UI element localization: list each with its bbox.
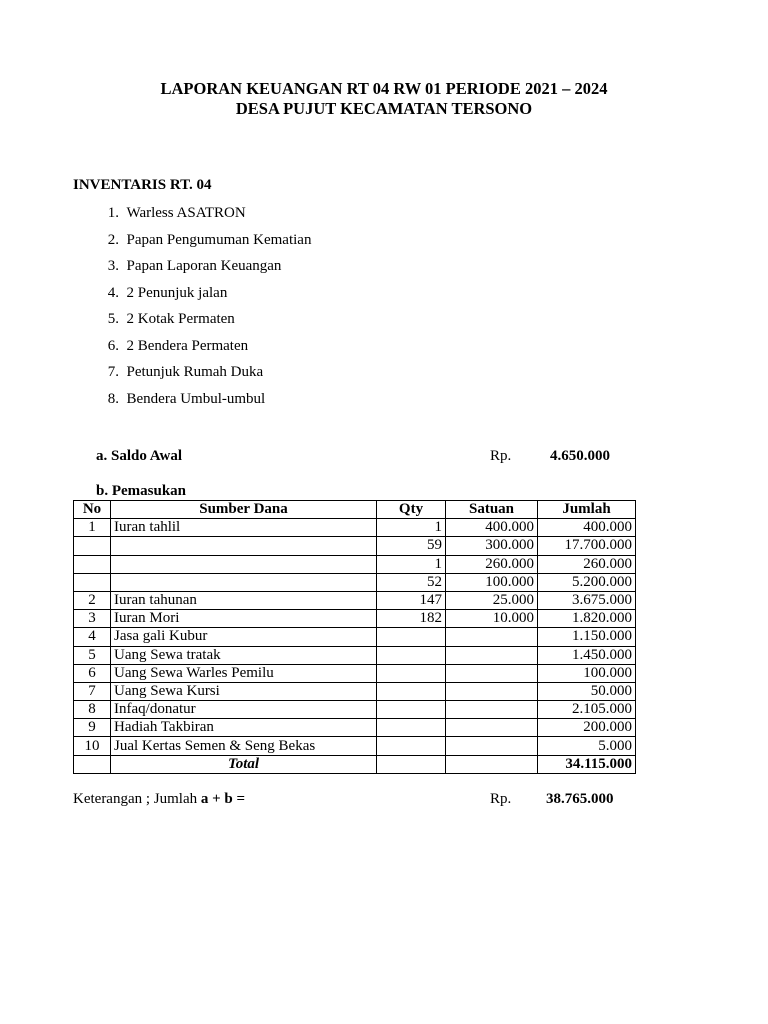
- col-header-source: Sumber Dana: [111, 501, 377, 519]
- row-source: Iuran Mori: [111, 610, 377, 628]
- table-row: [74, 628, 636, 646]
- row-source: [111, 573, 377, 591]
- row-no: 9: [74, 719, 111, 737]
- row-amount: 1.150.000: [538, 628, 636, 646]
- row-source: Jasa gali Kubur: [111, 628, 377, 646]
- row-no: 4: [74, 628, 111, 646]
- table-row: [74, 537, 636, 555]
- row-amount: 2.105.000: [538, 701, 636, 719]
- list-item: 3. Papan Laporan Keuangan: [107, 258, 282, 274]
- row-no: 10: [74, 737, 111, 755]
- saldo-awal-label: a. Saldo Awal: [96, 448, 182, 464]
- saldo-awal-amount: 4.650.000: [550, 448, 610, 464]
- row-qty: [377, 646, 446, 664]
- row-unit: 400.000: [446, 519, 538, 537]
- income-table: [73, 500, 636, 774]
- col-header-amount: Jumlah: [538, 501, 636, 519]
- list-item: 8. Bendera Umbul-umbul: [107, 390, 266, 407]
- row-no: 6: [74, 664, 111, 682]
- row-qty: [377, 719, 446, 737]
- row-unit: [446, 682, 538, 700]
- row-unit: [446, 664, 538, 682]
- total-no-cell: [74, 755, 111, 773]
- row-source: Hadiah Takbiran: [111, 719, 377, 737]
- row-qty: 1: [377, 519, 446, 537]
- row-source: [111, 555, 377, 573]
- total-row: [74, 755, 636, 773]
- row-qty: [377, 737, 446, 755]
- row-unit: 25.000: [446, 591, 538, 609]
- total-qty-cell: [377, 755, 446, 773]
- row-no: 7: [74, 682, 111, 700]
- row-amount: 5.000: [538, 737, 636, 755]
- table-row: [74, 610, 636, 628]
- table-row: [74, 646, 636, 664]
- row-qty: 59: [377, 537, 446, 555]
- row-source: Iuran tahlil: [111, 519, 377, 537]
- row-unit: 10.000: [446, 610, 538, 628]
- col-header-qty: Qty: [377, 501, 446, 519]
- row-unit: [446, 719, 538, 737]
- list-item: 1. Warless ASATRON: [107, 205, 246, 221]
- row-qty: 182: [377, 610, 446, 628]
- total-unit-cell: [446, 755, 538, 773]
- grand-total-amount: 38.765.000: [546, 791, 614, 807]
- list-item: 4. 2 Penunjuk jalan: [107, 284, 228, 301]
- table-row: [74, 737, 636, 755]
- report-title: LAPORAN KEUANGAN RT 04 RW 01 PERIODE 2021 – 2024: [160, 79, 608, 98]
- list-item: 2. Papan Pengumuman Kematian: [107, 231, 312, 248]
- row-no: 2: [74, 591, 111, 609]
- row-qty: [377, 628, 446, 646]
- table-row: [74, 682, 636, 700]
- row-no: [74, 537, 111, 555]
- row-no: 8: [74, 701, 111, 719]
- row-qty: [377, 664, 446, 682]
- table-row: [74, 519, 636, 537]
- row-source: [111, 537, 377, 555]
- row-amount: 1.450.000: [538, 646, 636, 664]
- row-unit: [446, 646, 538, 664]
- row-no: [74, 555, 111, 573]
- row-source: Jual Kertas Semen & Seng Bekas: [111, 737, 377, 755]
- row-amount: 260.000: [538, 555, 636, 573]
- inventory-heading: INVENTARIS RT. 04: [73, 177, 212, 193]
- report-subtitle: DESA PUJUT KECAMATAN TERSONO: [235, 99, 533, 118]
- row-unit: [446, 737, 538, 755]
- row-qty: [377, 701, 446, 719]
- list-item: 7. Petunjuk Rumah Duka: [107, 364, 264, 380]
- row-amount: 5.200.000: [538, 573, 636, 591]
- pemasukan-label: b. Pemasukan: [96, 483, 187, 499]
- row-unit: [446, 628, 538, 646]
- row-source: Iuran tahunan: [111, 591, 377, 609]
- row-unit: 260.000: [446, 555, 538, 573]
- row-amount: 200.000: [538, 719, 636, 737]
- row-no: 1: [74, 519, 111, 537]
- row-no: [74, 573, 111, 591]
- keterangan-line: [73, 791, 245, 808]
- list-item: 6. 2 Bendera Permaten: [107, 337, 249, 354]
- row-amount: 100.000: [538, 664, 636, 682]
- row-unit: 100.000: [446, 573, 538, 591]
- table-header-row: [74, 501, 636, 519]
- row-source: Uang Sewa Kursi: [111, 682, 377, 700]
- row-qty: [377, 682, 446, 700]
- row-qty: 147: [377, 591, 446, 609]
- list-item: 5. 2 Kotak Permaten: [107, 311, 235, 327]
- table-row: [74, 591, 636, 609]
- row-qty: 1: [377, 555, 446, 573]
- row-unit: [446, 701, 538, 719]
- row-source: Uang Sewa tratak: [111, 646, 377, 664]
- keterangan-formula: a + b =: [200, 791, 246, 807]
- row-amount: 1.820.000: [538, 610, 636, 628]
- row-amount: 50.000: [538, 682, 636, 700]
- row-source: Uang Sewa Warles Pemilu: [111, 664, 377, 682]
- row-source: Infaq/donatur: [111, 701, 377, 719]
- row-amount: 17.700.000: [538, 537, 636, 555]
- income-body: [74, 519, 636, 755]
- total-label: Total: [111, 755, 377, 773]
- table-row: [74, 664, 636, 682]
- table-row: [74, 719, 636, 737]
- row-qty: 52: [377, 573, 446, 591]
- keterangan-prefix: Keterangan ; Jumlah: [73, 791, 201, 807]
- row-no: 3: [74, 610, 111, 628]
- row-amount: 3.675.000: [538, 591, 636, 609]
- row-no: 5: [74, 646, 111, 664]
- saldo-currency: Rp.: [490, 448, 512, 464]
- row-unit: 300.000: [446, 537, 538, 555]
- table-row: [74, 555, 636, 573]
- table-row: [74, 573, 636, 591]
- col-header-unit: Satuan: [446, 501, 538, 519]
- inventory-list: [73, 204, 311, 416]
- table-row: [74, 701, 636, 719]
- col-header-no: No: [74, 501, 111, 519]
- row-amount: 400.000: [538, 519, 636, 537]
- keterangan-currency: Rp.: [490, 791, 512, 807]
- total-value: 34.115.000: [538, 755, 636, 773]
